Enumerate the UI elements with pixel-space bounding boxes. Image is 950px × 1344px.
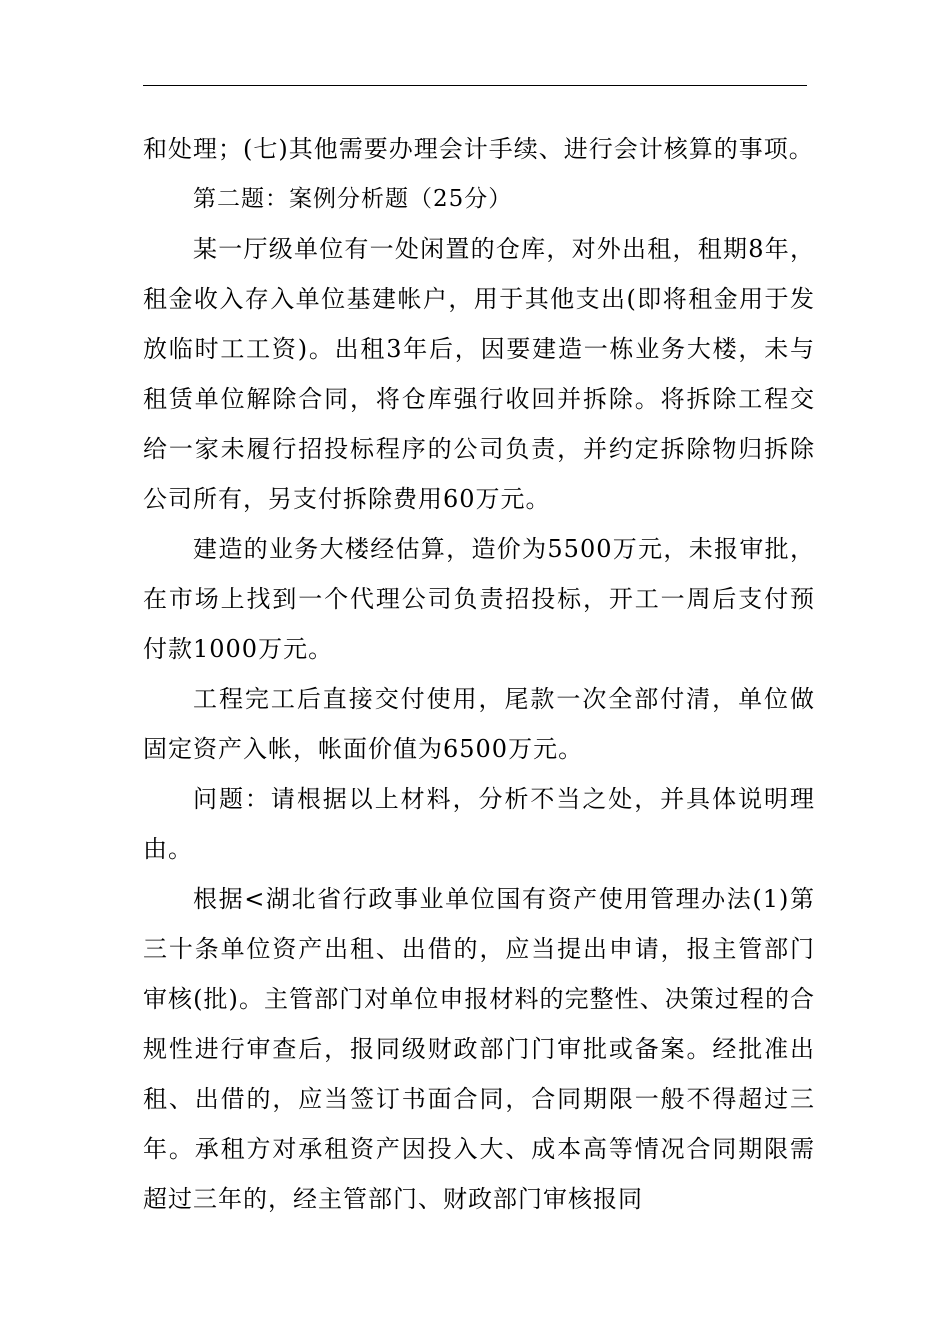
paragraph-continuation: 和处理；(七)其他需要办理会计手续、进行会计核算的事项。 <box>143 135 814 163</box>
case-paragraph-completion: 工程完工后直接交付使用，尾款一次全部付清，单位做固定资产入帐，帐面价值为6500万元。 <box>143 685 815 763</box>
case-paragraph-building: 建造的业务大楼经估算，造价为5500万元，未报审批，在市场上找到一个代理公司负责招投标，开工一周后支付预付款1000万元。 <box>143 535 815 663</box>
case-paragraph-warehouse: 某一厅级单位有一处闲置的仓库，对外出租，租期8年，租金收入存入单位基建帐户，用于其他支出(即将租金用于发放临时工工资)。出租3年后，因要建造一栋业务大楼，未与租赁单位解除合同，将仓库强行收回并拆除。将拆除工程交给一家未履行招投标程序的公司负责，并约定拆除物归拆除公司所有，另支付拆除费用60万元。 <box>143 235 815 513</box>
header-rule <box>143 85 807 86</box>
section-heading: 第二题：案例分析题（25分） <box>193 186 513 212</box>
answer-paragraph: 根据<湖北省行政事业单位国有资产使用管理办法(1)第三十条单位资产出租、出借的，应当提出申请，报主管部门审核(批)。主管部门对单位申报材料的完整性、决策过程的合规性进行审查后，报同级财政部门门审批或备案。经批准出租、出借的，应当签订书面合同，合同期限一般不得超过三年。承租方对承租资产因投入大、成本高等情况合同期限需超过三年的，经主管部门、财政部门审核报同 <box>143 885 815 1213</box>
question-paragraph: 问题：请根据以上材料，分析不当之处，并具体说明理由。 <box>143 785 815 863</box>
document-body <box>143 124 815 1224</box>
